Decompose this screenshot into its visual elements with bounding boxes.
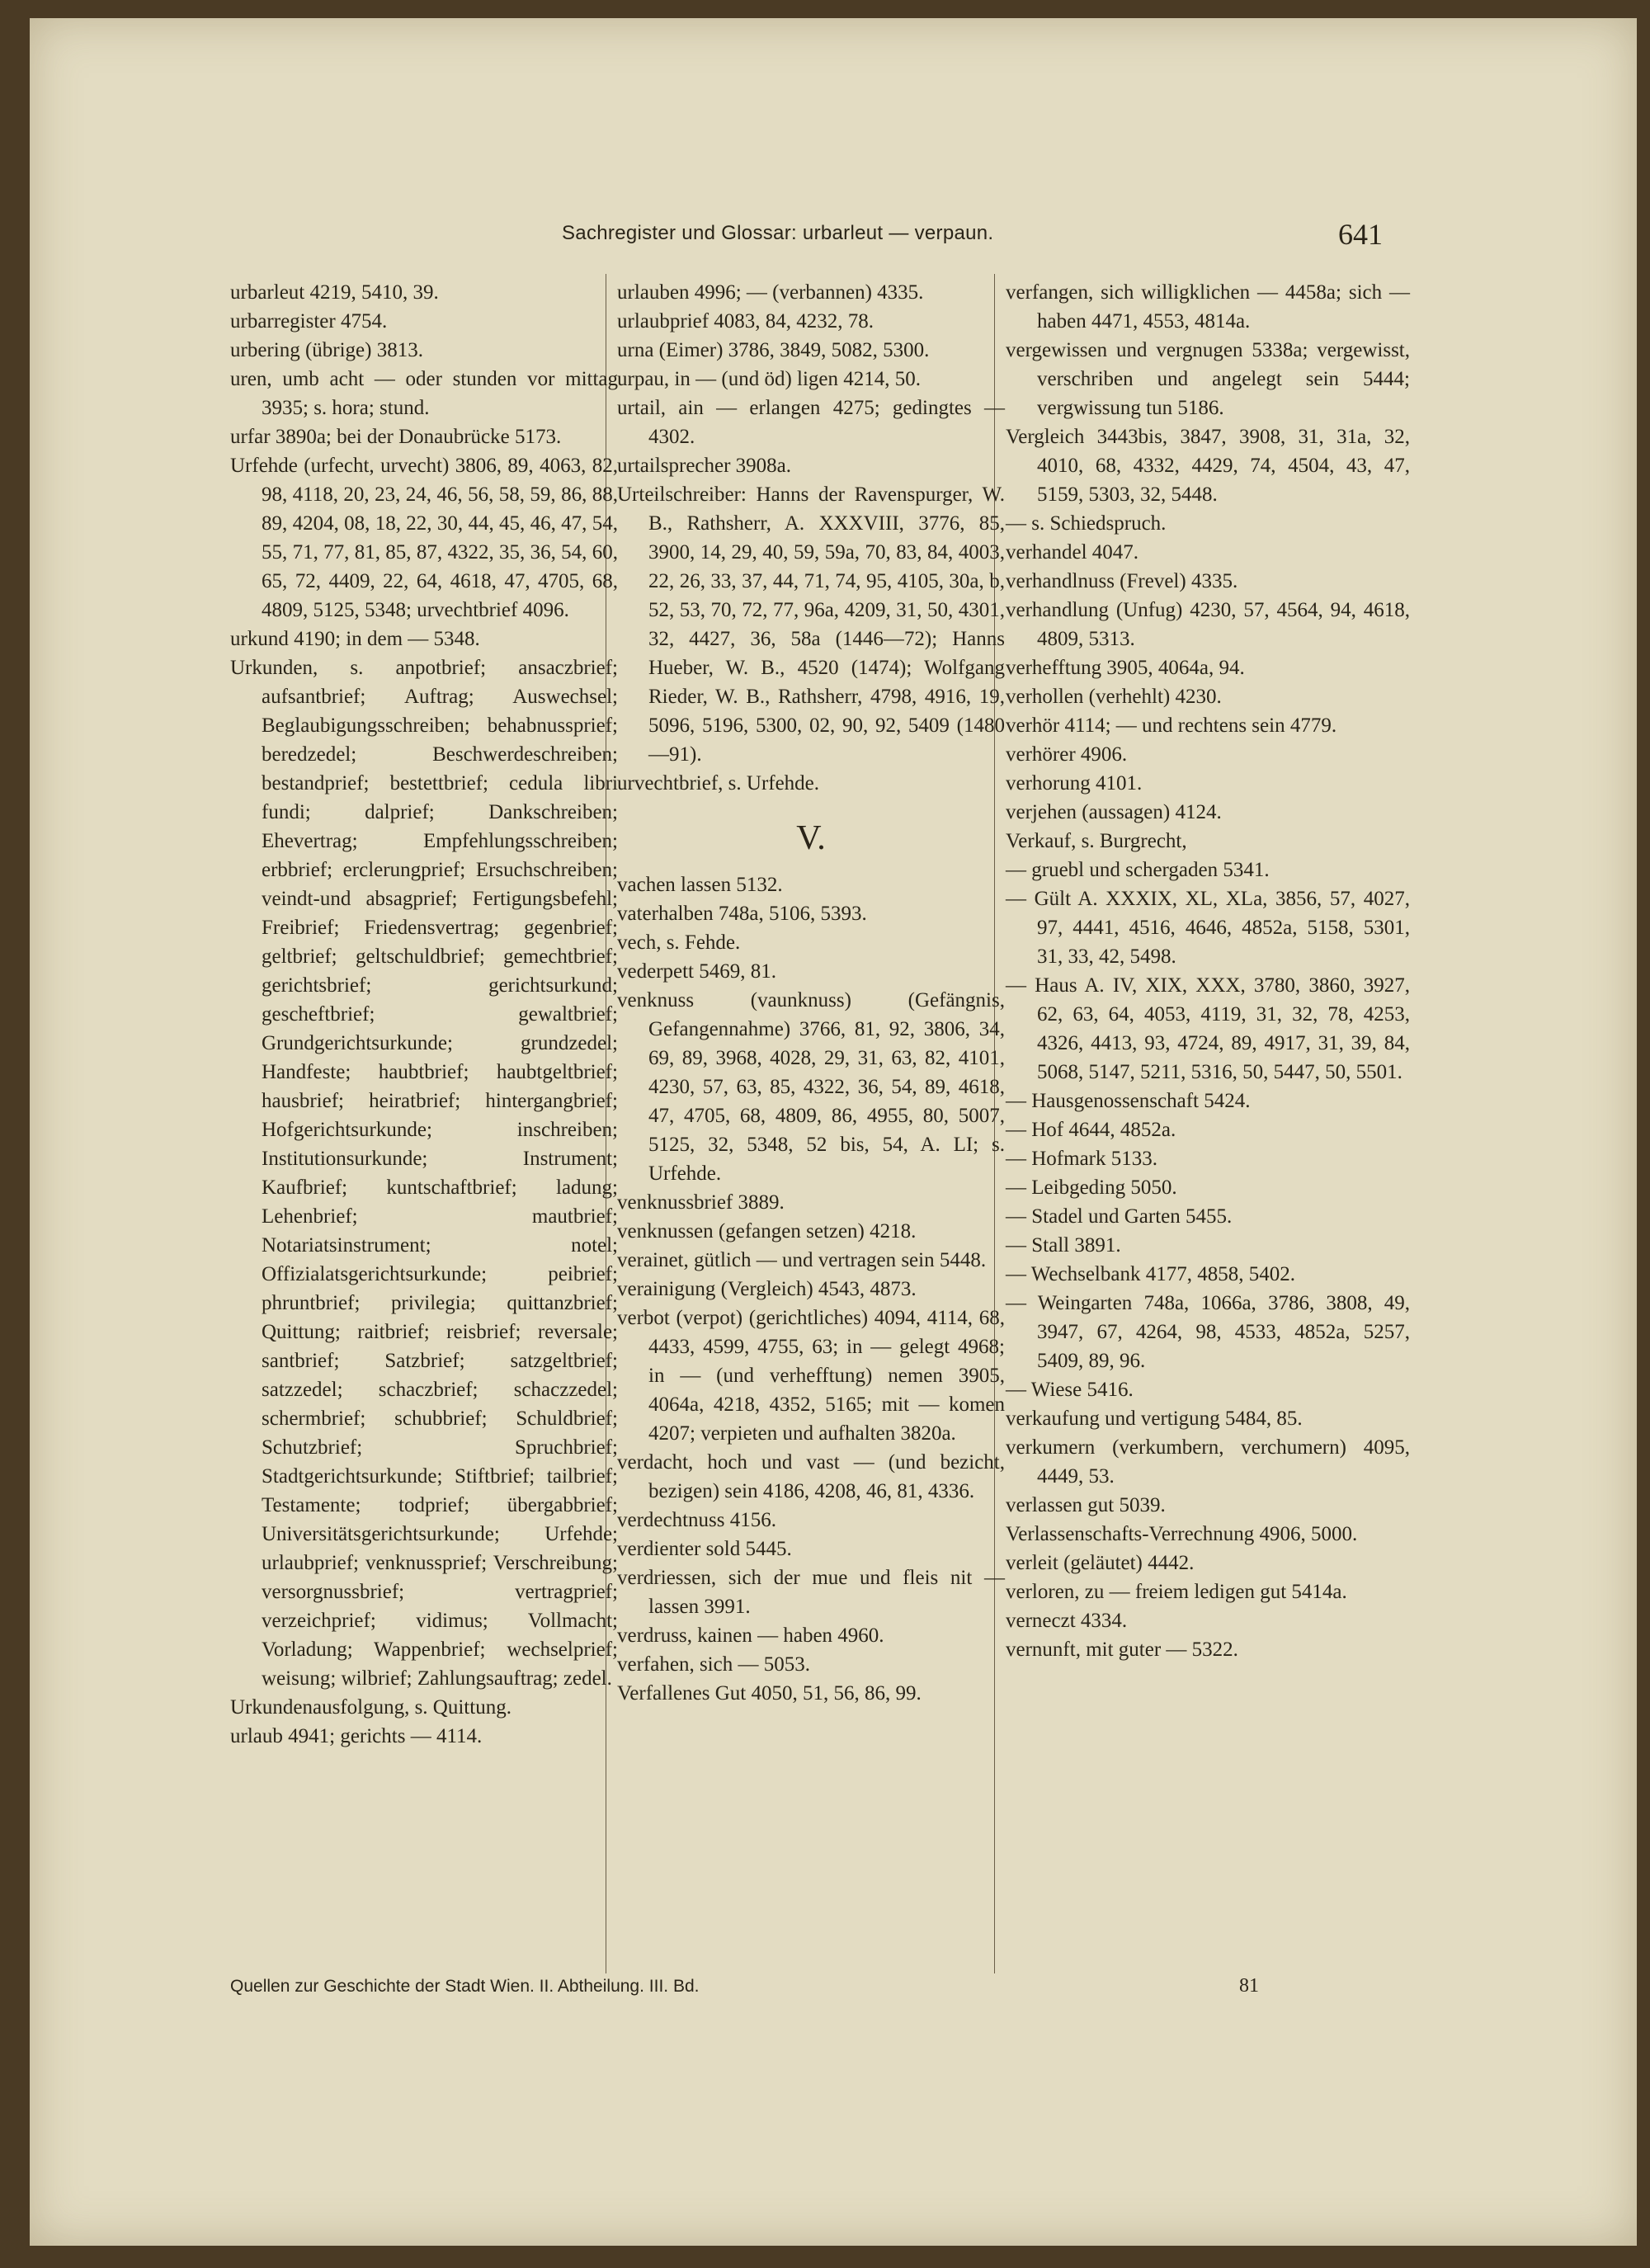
index-entry: Urfehde (urfecht, urvecht) 3806, 89, 4063, 82, 98, 4118, 20, 23, 24, 46, 56, 58, 59, 86, 88, 89, 4204, 08, 18, 22, 30, 44, 45, 46, 47, 54, 55, 71, 77, 81, 85, 87, 4322, 35, 36, 54, 60, 65, 72, 4409, 22, 64, 4618, 47, 4705, 68, 4809, 5125, 5348; urvechtbrief 4096. <box>230 455 618 621</box>
index-entry: verdruss, kainen — haben 4960. <box>617 1624 884 1647</box>
index-entry: — Leibgeding 5050. <box>1006 1176 1177 1199</box>
index-entry: Verlassenschafts-Verrechnung 4906, 5000. <box>1006 1523 1358 1545</box>
index-entry: urtail, ain — erlangen 4275; gedingtes — 4302. <box>617 397 1005 448</box>
index-entry: verlassen gut 5039. <box>1006 1494 1166 1516</box>
index-entry: urna (Eimer) 3786, 3849, 5082, 5300. <box>617 339 930 361</box>
running-header <box>30 220 1637 253</box>
index-entry: uren, umb acht — oder stunden vor mittag 3935; s. hora; stund. <box>230 368 618 419</box>
index-entry: verhorung 4101. <box>1006 772 1143 795</box>
index-entry: verhandlnuss (Frevel) 4335. <box>1006 570 1238 592</box>
index-entry: — Wiese 5416. <box>1006 1379 1134 1401</box>
index-entry: verhefftung 3905, 4064a, 94. <box>1006 657 1245 679</box>
index-entry: vergewissen und vergnugen 5338a; vergewisst, verschriben und angelegt sein 5444; vergwissung tun 5186. <box>1006 339 1410 419</box>
index-entry: — Gült A. XXXIX, XL, XLa, 3856, 57, 4027, 97, 4441, 4516, 4646, 4852a, 5158, 5301, 31, 33, 42, 5498. <box>1006 888 1410 968</box>
index-column-2 <box>617 278 1005 1708</box>
index-entry: verhör 4114; — und rechtens sein 4779. <box>1006 714 1337 737</box>
index-entry: — Wechselbank 4177, 4858, 5402. <box>1006 1263 1295 1285</box>
index-entry: venknussbrief 3889. <box>617 1191 785 1214</box>
index-entry: urfar 3890a; bei der Donaubrücke 5173. <box>230 426 562 448</box>
index-entry: — gruebl und schergaden 5341. <box>1006 859 1270 881</box>
index-entry: verhörer 4906. <box>1006 743 1128 766</box>
index-entry: urpau, in — (und öd) ligen 4214, 50. <box>617 368 922 390</box>
index-entry: verloren, zu — freiem ledigen gut 5414a. <box>1006 1581 1347 1603</box>
running-title: Sachregister und Glossar: urbarleut — verpaun. <box>562 222 994 244</box>
index-entry: vachen lassen 5132. <box>617 874 783 896</box>
index-entry: — s. Schiedspruch. <box>1006 512 1167 535</box>
index-entry: urbarleut 4219, 5410, 39. <box>230 281 439 304</box>
index-entry: verfangen, sich willigklichen — 4458a; sich — haben 4471, 4553, 4814a. <box>1006 281 1410 332</box>
book-page <box>30 18 1637 2246</box>
index-entry: urbarregister 4754. <box>230 310 388 332</box>
index-entry: urvechtbrief, s. Urfehde. <box>617 772 820 795</box>
index-column-1 <box>230 278 618 1751</box>
index-entry: verhandel 4047. <box>1006 541 1139 563</box>
index-entry: verainigung (Vergleich) 4543, 4873. <box>617 1278 917 1300</box>
page-number: 641 <box>1338 218 1383 251</box>
index-entry: Urkundenausfolgung, s. Quittung. <box>230 1696 512 1719</box>
index-entry: venknussen (gefangen setzen) 4218. <box>617 1220 917 1242</box>
section-heading-v: V. <box>796 819 826 857</box>
index-entry: verdriessen, sich der mue und fleis nit — lassen 3991. <box>617 1567 1005 1618</box>
index-entry: vernunft, mit guter — 5322. <box>1006 1639 1238 1661</box>
index-entry: — Hofmark 5133. <box>1006 1148 1157 1170</box>
index-column-3 <box>1006 278 1410 1664</box>
index-entry: verhandlung (Unfug) 4230, 57, 4564, 94, 4618, 4809, 5313. <box>1006 599 1410 650</box>
index-entry: — Stadel und Garten 5455. <box>1006 1205 1233 1228</box>
index-entry: urtailsprecher 3908a. <box>617 455 792 477</box>
footer-sheet-number: 81 <box>1239 1975 1259 1997</box>
index-entry: vech, s. Fehde. <box>617 931 741 954</box>
index-entry: Verfallenes Gut 4050, 51, 56, 86, 99. <box>617 1682 922 1705</box>
footer-source-line: Quellen zur Geschichte der Stadt Wien. II. Abtheilung. III. Bd. <box>230 1977 700 1996</box>
index-entry: verfahen, sich — 5053. <box>617 1653 810 1676</box>
index-entry: verkumern (verkumbern, verchumern) 4095, 4449, 53. <box>1006 1436 1410 1488</box>
index-entry: verleit (geläutet) 4442. <box>1006 1552 1195 1574</box>
index-entry: Verkauf, s. Burgrecht, <box>1006 830 1187 852</box>
index-entry: urlaub 4941; gerichts — 4114. <box>230 1725 483 1747</box>
index-entry: Vergleich 3443bis, 3847, 3908, 31, 31a, 32, 4010, 68, 4332, 4429, 74, 4504, 43, 47, 5159, 5303, 32, 5448. <box>1006 426 1410 506</box>
index-entry: urkund 4190; in dem — 5348. <box>230 628 480 650</box>
index-entry: verkaufung und vertigung 5484, 85. <box>1006 1407 1303 1430</box>
index-entry: — Stall 3891. <box>1006 1234 1121 1257</box>
index-entry: verainet, gütlich — und vertragen sein 5448. <box>617 1249 987 1271</box>
index-entry: — Weingarten 748a, 1066a, 3786, 3808, 49, 3947, 67, 4264, 98, 4533, 4852a, 5257, 5409, 89, 96. <box>1006 1292 1410 1372</box>
index-entry: urlaubprief 4083, 84, 4232, 78. <box>617 310 874 332</box>
index-entry: verdienter sold 5445. <box>617 1538 792 1560</box>
index-entry: — Hof 4644, 4852a. <box>1006 1119 1176 1141</box>
index-entry: Urkunden, s. anpotbrief; ansaczbrief; aufsantbrief; Auftrag; Auswechsel; Beglaubigungsschreiben; behabnussprief; beredzedel; Beschwerdeschreiben; bestandprief; bestettbrief; cedula libri fundi; dalprief; Dankschreiben; Ehevertrag; Empfehlungsschreiben; erbbrief; erclerungprief; Ersuchschreiben; veindt-und absagprief; Fertigungsbefehl; Freibrief; Friedensvertrag; gegenbrief; geltbrief; geltschuldbrief; gemechtbrief; gerichtsbrief; gerichtsurkund; gescheftbrief; gewaltbrief; Grundgerichtsurkunde; grundzedel; Handfeste; haubtbrief; haubtgeltbrief; hausbrief; heiratbrief; hintergangbrief; Hofgerichtsurkunde; inschreiben; Institutionsurkunde; Instrument; Kaufbrief; kuntschaftbrief; ladung; Lehenbrief; mautbrief; Notariatsinstrument; notel; Offizialatsgerichtsurkunde; peibrief; phruntbrief; privilegia; quittanzbrief; Quittung; raitbrief; reisbrief; reversale; santbrief; Satzbrief; satzgeltbrief; satzzedel; schaczbrief; schaczzedel; schermbrief; schubbrief; Schuldbrief; Schutzbrief; Spruchbrief; Stadtgerichtsurkunde; Stiftbrief; tailbrief; Testamente; todprief; übergabbrief; Universitätsgerichtsurkunde; Urfehde; urlaubprief; venknussprief; Verschreibung; versorgnussbrief; vertragprief; verzeichprief; vidimus; Vollmacht; Vorladung; Wappenbrief; wechselprief; weisung; wilbrief; Zahlungsauftrag; zedel. <box>230 657 618 1690</box>
index-entry: venknuss (vaunknuss) (Gefängnis, Gefangennahme) 3766, 81, 92, 3806, 34, 69, 89, 3968, 4028, 29, 31, 63, 82, 4101, 4230, 57, 63, 85, 4322, 36, 54, 89, 4618, 47, 4705, 68, 4809, 86, 4955, 80, 5007, 5125, 32, 5348, 52 bis, 54, A. LI; s. Urfehde. <box>617 989 1005 1185</box>
index-entry: verhollen (verhehlt) 4230. <box>1006 686 1222 708</box>
index-entry: verdacht, hoch und vast — (und bezicht, bezigen) sein 4186, 4208, 46, 81, 4336. <box>617 1451 1005 1502</box>
index-entry: urbering (übrige) 3813. <box>230 339 423 361</box>
index-entry: vaterhalben 748a, 5106, 5393. <box>617 903 867 925</box>
index-entry: — Haus A. IV, XIX, XXX, 3780, 3860, 3927, 62, 63, 64, 4053, 4119, 31, 32, 78, 4253, 4326, 4413, 93, 4724, 89, 4917, 31, 39, 84, 5068, 5147, 5211, 5316, 50, 5447, 50, 5501. <box>1006 974 1410 1083</box>
index-entry: verdechtnuss 4156. <box>617 1509 777 1531</box>
index-entry: Urteilschreiber: Hanns der Ravenspurger, W. B., Rathsherr, A. XXXVIII, 3776, 85, 3900, 14, 29, 40, 59, 59a, 70, 83, 84, 4003, 22, 26, 33, 37, 44, 71, 74, 95, 4105, 30a, b, 52, 53, 70, 72, 77, 96a, 4209, 31, 50, 4301, 32, 4427, 36, 58a (1446—72); Hanns Hueber, W. B., 4520 (1474); Wolfgang Rieder, W. B., Rathsherr, 4798, 4916, 19, 5096, 5196, 5300, 02, 90, 92, 5409 (1480—91). <box>617 483 1005 766</box>
index-entry: urlauben 4996; — (verbannen) 4335. <box>617 281 924 304</box>
index-entry: vederpett 5469, 81. <box>617 960 777 983</box>
index-entry: — Hausgenossenschaft 5424. <box>1006 1090 1251 1112</box>
index-entry: verjehen (aussagen) 4124. <box>1006 801 1222 823</box>
index-entry: verneczt 4334. <box>1006 1610 1128 1632</box>
index-entry: verbot (verpot) (gerichtliches) 4094, 4114, 68, 4433, 4599, 4755, 63; in — gelegt 4968; in — (und verhefftung) nemen 3905, 4064a, 4218, 4352, 5165; mit — komen 4207; verpieten und aufhalten 3820a. <box>617 1307 1005 1445</box>
